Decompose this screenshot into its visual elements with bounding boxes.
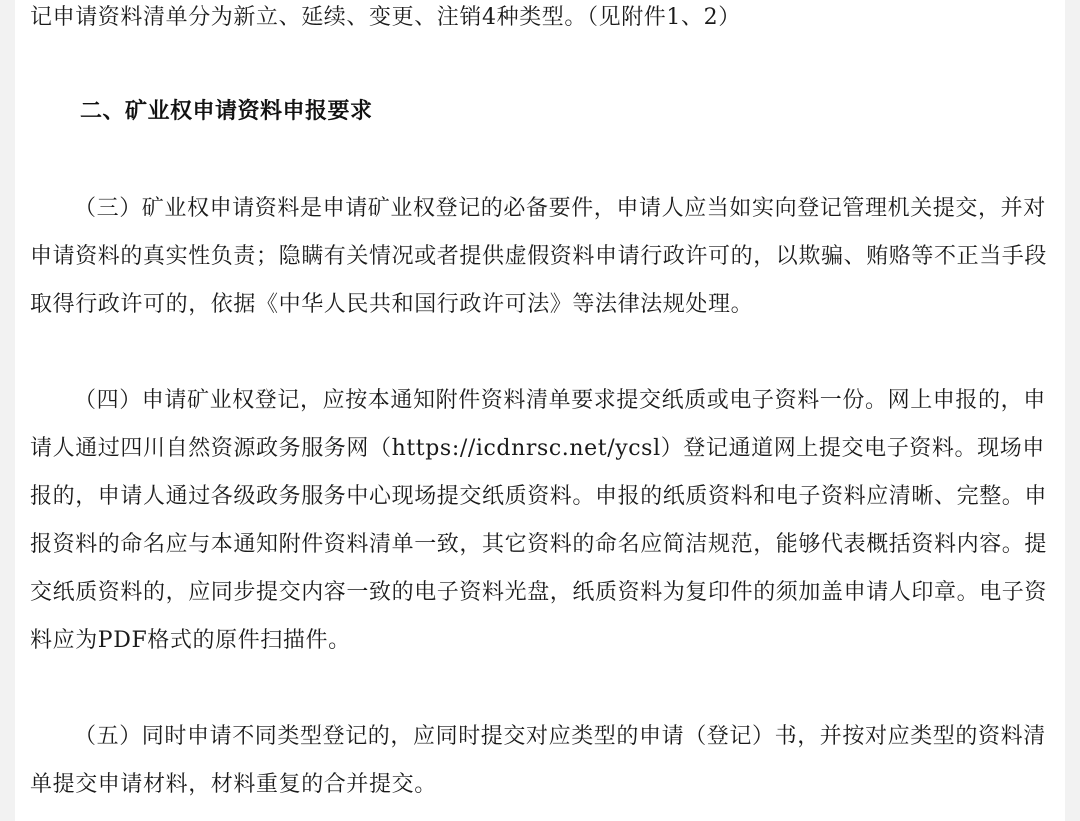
intro-tail-text: 记申请资料清单分为新立、延续、变更、注销4种类型。（见附件1、2） [30,5,741,30]
paragraph-4: （四）申请矿业权登记，应按本通知附件资料清单要求提交纸质或电子资料一份。网上申报的，申请人通过四川自然资源政务服务网（https://icdnrsc.net/ycsl）登记通道网上提交电子资料。现场申报的，申请人通过各级政务服务中心现场提交纸质资料。申报的纸质资料和电子资料应清晰、完整。申报资料的命名应与本通知附件资料清单一致，其它资料的命名应简洁规范，能够代表概括资料内容。提交纸质资料的，应同步提交内容一致的电子资料光盘，纸质资料为复印件的须加盖申请人印章。电子资料应为PDF格式的原件扫描件。 [30,388,1048,653]
paragraph-5: （五）同时申请不同类型登记的，应同时提交对应类型的申请（登记）书，并按对应类型的资料清单提交申请材料，材料重复的合并提交。 [30,724,1046,797]
document-page [15,0,1065,821]
section-heading: 二、矿业权申请资料申报要求 [80,99,373,124]
paragraph-3: （三）矿业权申请资料是申请矿业权登记的必备要件，申请人应当如实向登记管理机关提交，并对申请资料的真实性负责；隐瞒有关情况或者提供虚假资料申请行政许可的，以欺骗、贿赂等不正当手段取得行政许可的，依据《中华人民共和国行政许可法》等法律法规处理。 [30,196,1048,317]
